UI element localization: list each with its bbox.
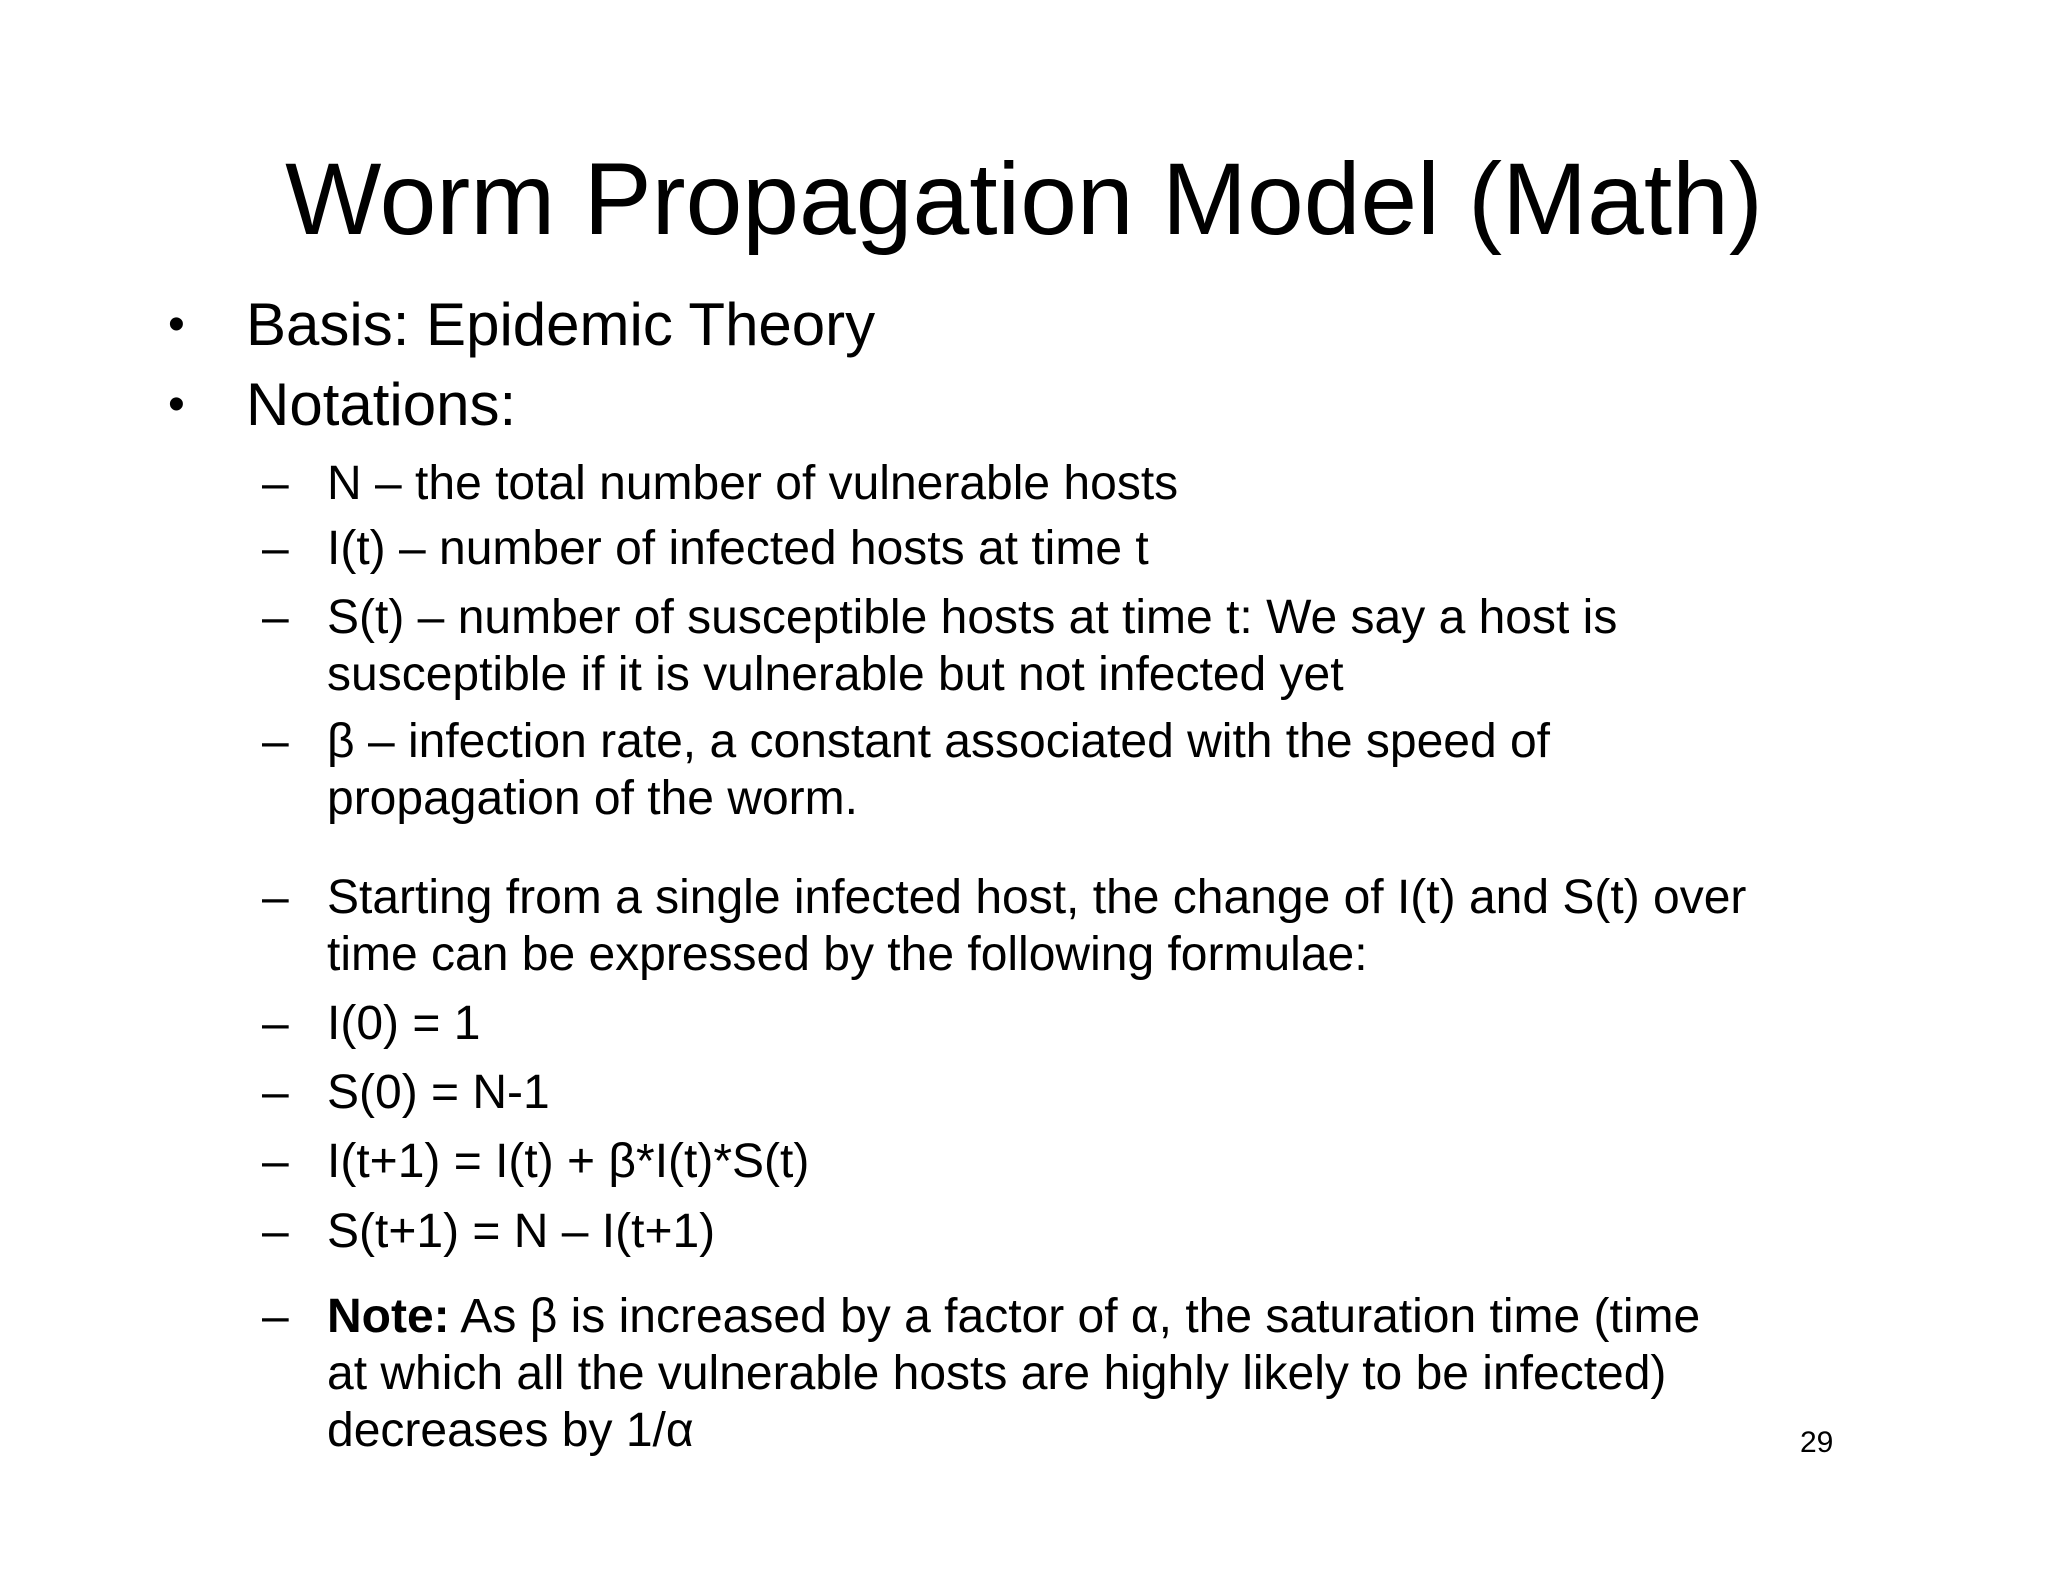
dash-marker: – [262,591,289,644]
sub-bullet-line: β – infection rate, a constant associated with the speed of [327,715,1551,768]
dash-marker: – [262,1135,289,1188]
sub-bullet-line: S(t+1) = N – I(t+1) [327,1205,716,1258]
sub-bullet-line: I(t) – number of infected hosts at time t [327,522,1149,575]
note-line: decreases by 1/α [327,1404,694,1457]
slide-title: Worm Propagation Model (Math) [285,142,1763,256]
dash-marker: – [262,871,289,924]
note-label: Note: [327,1290,450,1343]
sub-bullet-line: I(t+1) = I(t) + β*I(t)*S(t) [327,1135,810,1188]
dash-marker: – [262,457,289,510]
note-line: As β is increased by a factor of α, the saturation time (time [449,1290,1701,1343]
sub-bullet-line: S(0) = N-1 [327,1066,550,1119]
dash-marker: – [262,1205,289,1258]
sub-bullet-line: susceptible if it is vulnerable but not infected yet [327,648,1344,701]
sub-bullet-line: S(t) – number of susceptible hosts at time t: We say a host is [327,591,1618,644]
sub-bullet-line: propagation of the worm. [327,772,858,825]
note-line: at which all the vulnerable hosts are highly likely to be infected) [327,1347,1667,1400]
bullet-marker: • [168,378,185,431]
page-number: 29 [1800,1426,1834,1459]
dash-marker: – [262,715,289,768]
sub-bullet-line: Starting from a single infected host, the change of I(t) and S(t) over [327,871,1747,924]
dash-marker: – [262,522,289,575]
sub-bullet-line: N – the total number of vulnerable hosts [327,457,1179,510]
dash-marker: – [262,997,289,1050]
dash-marker: – [262,1290,289,1343]
bullet-text: Notations: [246,371,517,438]
dash-marker: – [262,1066,289,1119]
bullet-marker: • [168,298,185,351]
sub-bullet-line: time can be expressed by the following formulae: [327,928,1368,981]
sub-bullet-line: I(0) = 1 [327,997,481,1050]
bullet-text: Basis: Epidemic Theory [246,291,876,358]
